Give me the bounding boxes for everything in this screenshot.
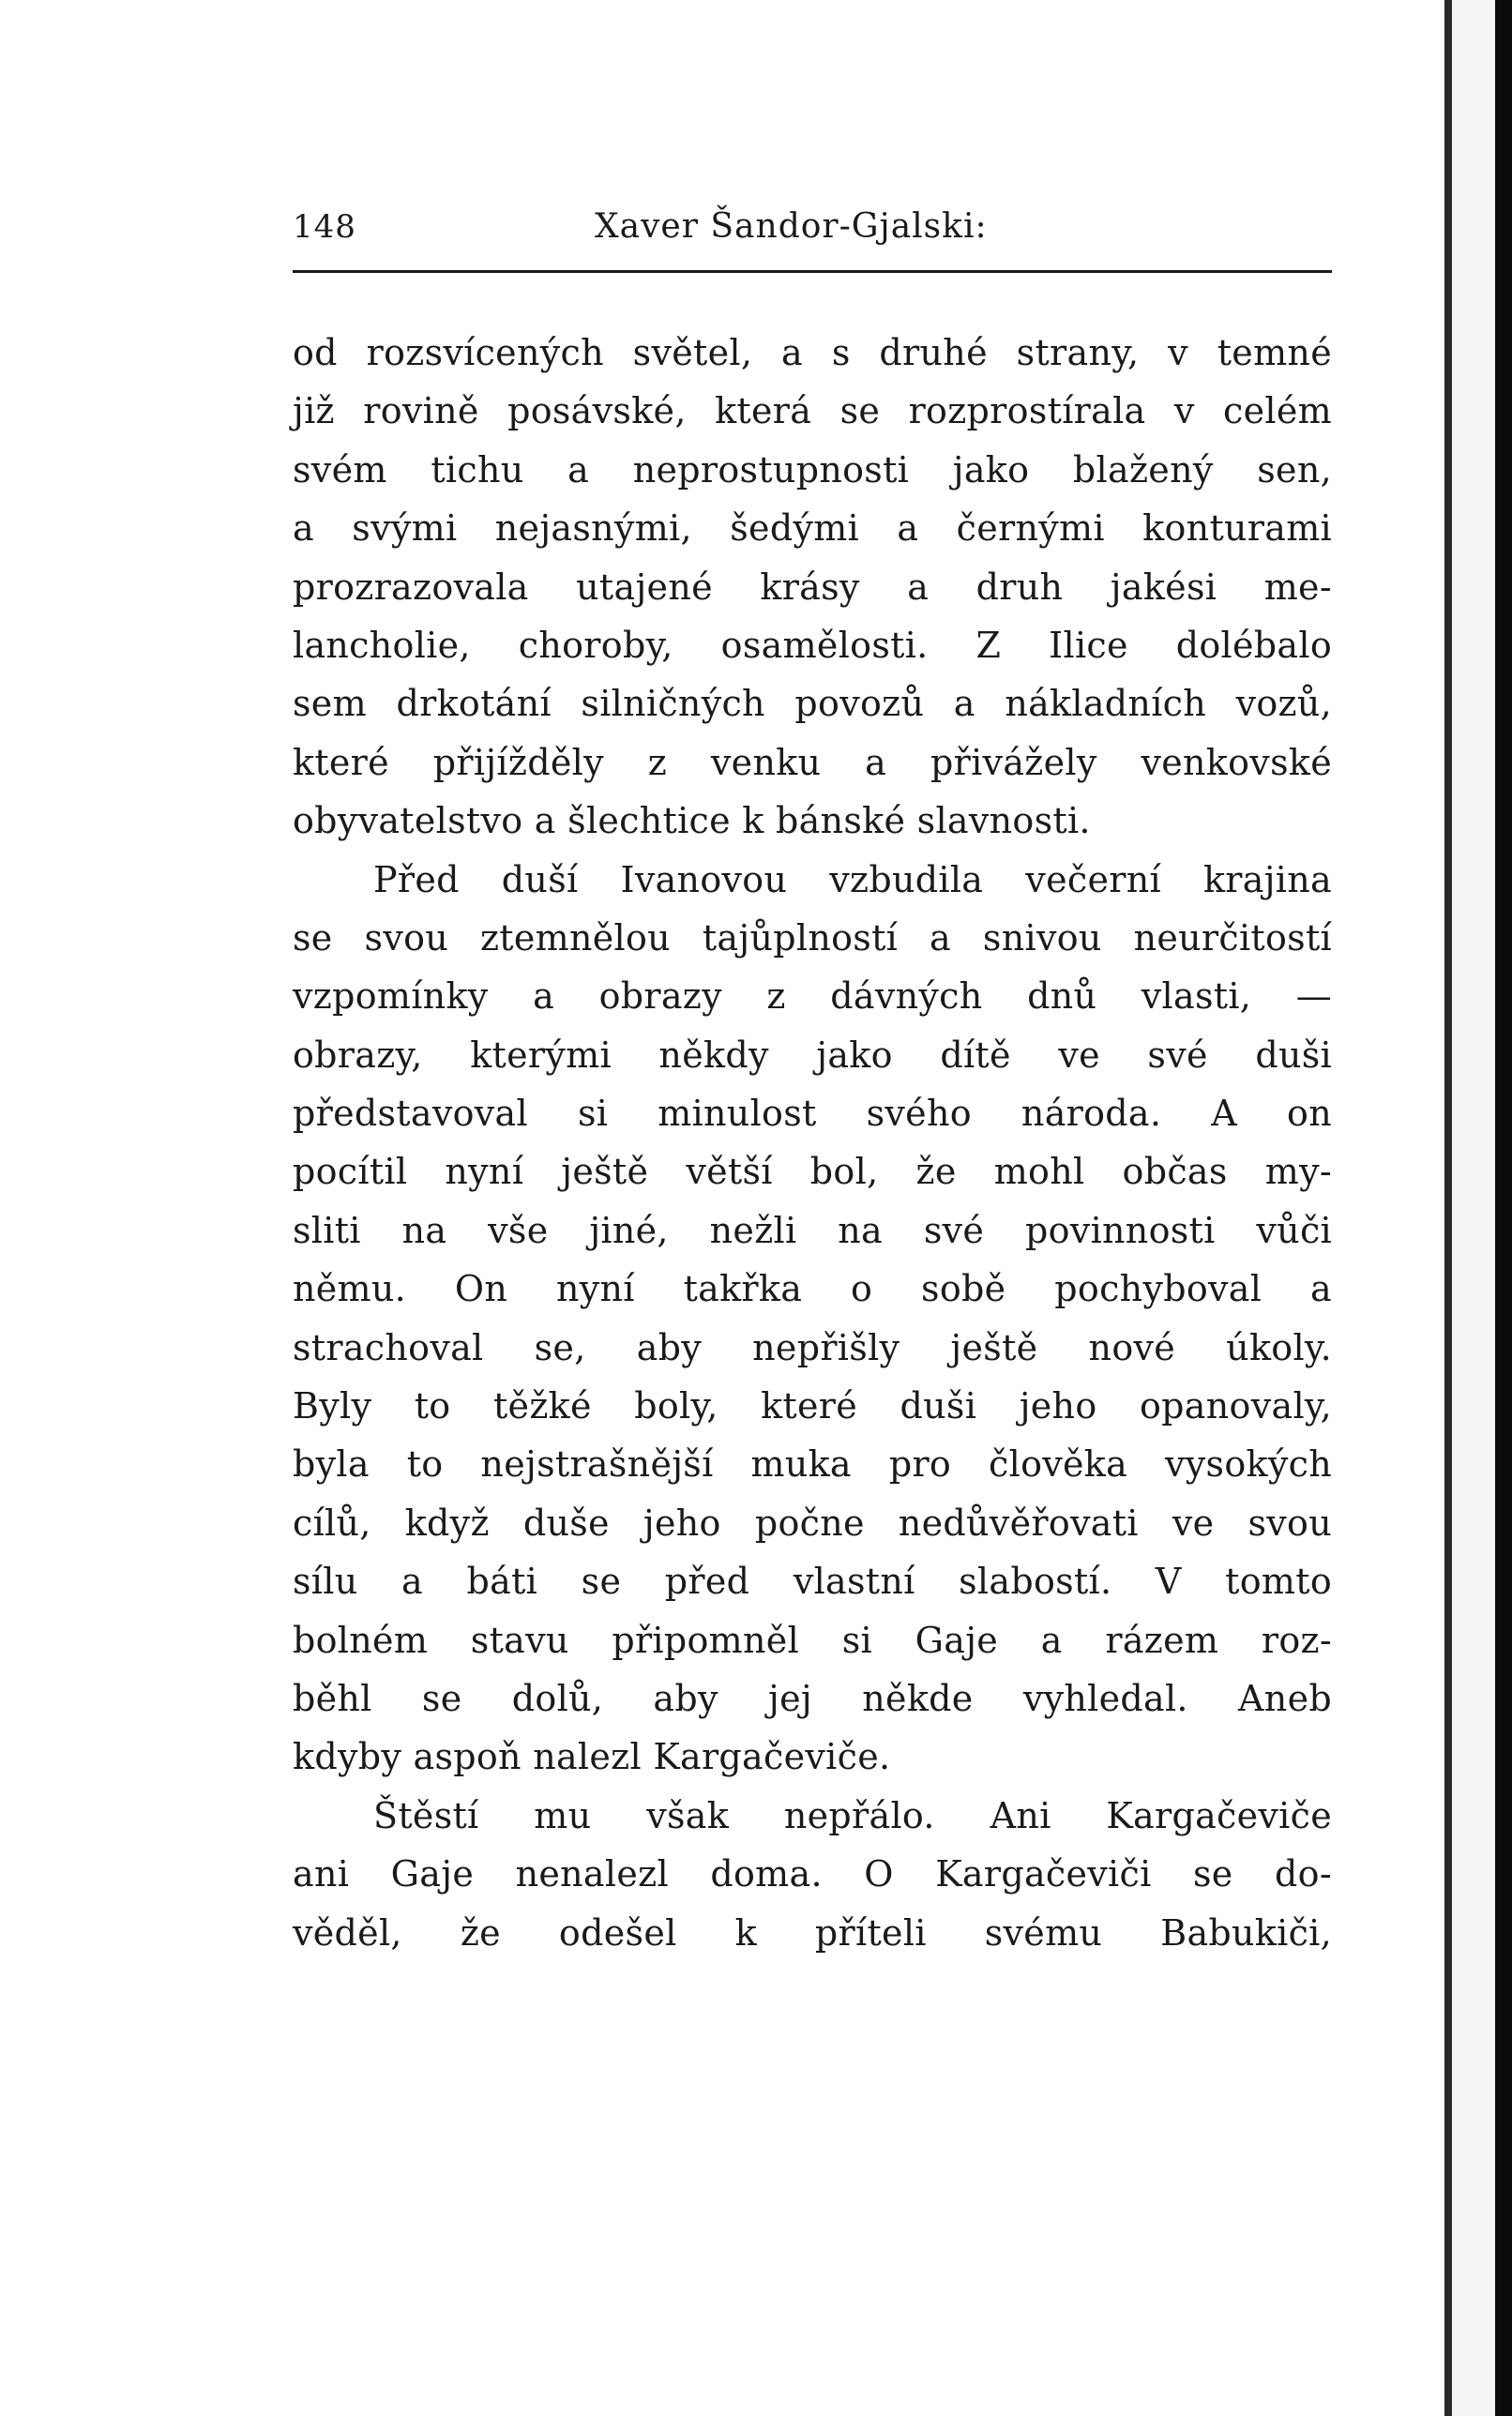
text-line: sem drkotání silničných povozů a nákladních vozů, xyxy=(293,683,1332,725)
text-line: prozrazovala utajené krásy a druh jakési me- xyxy=(293,566,1332,608)
text-line: se svou ztemnělou tajůplností a snivou neurčitostí xyxy=(293,916,1332,959)
text-line: které přijížděly z venku a přivážely venkovské xyxy=(293,741,1332,783)
running-head: Xaver Šandor-Gjalski: xyxy=(595,207,988,246)
text-line: obyvatelstvo a šlechtice k bánské slavnosti. xyxy=(293,800,1091,842)
text-line: Byly to těžké boly, které duši jeho opanovaly, xyxy=(293,1385,1332,1427)
text-line: Štěstí mu však nepřálo. Ani Kargačeviče xyxy=(373,1794,1332,1836)
text-line: pocítil nyní ještě větší bol, že mohl občas my- xyxy=(293,1151,1332,1193)
text-line: lancholie, choroby, osamělosti. Z Ilice dolébalo xyxy=(293,624,1332,666)
text-line: svém tichu a neprostupnosti jako blažený sen, xyxy=(293,448,1332,491)
text-line: sílu a báti se před vlastní slabostí. V tomto xyxy=(293,1561,1332,1603)
header-rule xyxy=(293,270,1332,273)
scan-edge-shadow xyxy=(1444,0,1452,2416)
page-number: 148 xyxy=(293,208,356,246)
text-line: věděl, že odešel k příteli svému Babukiči, xyxy=(293,1911,1332,1954)
text-line: a svými nejasnými, šedými a černými konturami xyxy=(293,507,1332,550)
text-line: cílů, když duše jeho počne nedůvěřovati ve svou xyxy=(293,1502,1332,1544)
text-line: běhl se dolů, aby jej někde vyhledal. Aneb xyxy=(293,1677,1332,1719)
text-line: od rozsvícených světel, a s druhé strany, v temné xyxy=(293,332,1332,373)
scan-edge-border xyxy=(1495,0,1512,2416)
text-line: již rovině posávské, která se rozprostírala v celém xyxy=(293,390,1332,432)
text-line: ani Gaje nenalezl doma. O Kargačeviči se do- xyxy=(293,1853,1332,1895)
scan-edge-margin xyxy=(1452,0,1495,2416)
text-line: strachoval se, aby nepřišly ještě nové úkoly. xyxy=(293,1326,1332,1368)
text-line: Před duší Ivanovou vzbudila večerní krajina xyxy=(373,858,1332,900)
text-line: byla to nejstrašnější muka pro člověka vysokých xyxy=(293,1443,1332,1486)
paragraph xyxy=(293,851,1332,1787)
text-line: bolném stavu připomněl si Gaje a rázem roz- xyxy=(293,1619,1332,1661)
text-line: kdyby aspoň nalezl Kargačeviče. xyxy=(293,1736,891,1778)
text-line: sliti na vše jiné, nežli na své povinnosti vůči xyxy=(293,1209,1332,1251)
text-line: němu. On nyní takřka o sobě pochyboval a xyxy=(293,1268,1332,1310)
text-line: představoval si minulost svého národa. A on xyxy=(293,1093,1332,1135)
paragraph xyxy=(293,1787,1332,1962)
text-line: obrazy, kterými někdy jako dítě ve své duši xyxy=(293,1034,1332,1076)
text-line: vzpomínky a obrazy z dávných dnů vlasti, — xyxy=(293,975,1332,1018)
page-header xyxy=(293,199,1332,255)
body-text xyxy=(293,324,1332,1962)
paragraph xyxy=(293,324,1332,851)
